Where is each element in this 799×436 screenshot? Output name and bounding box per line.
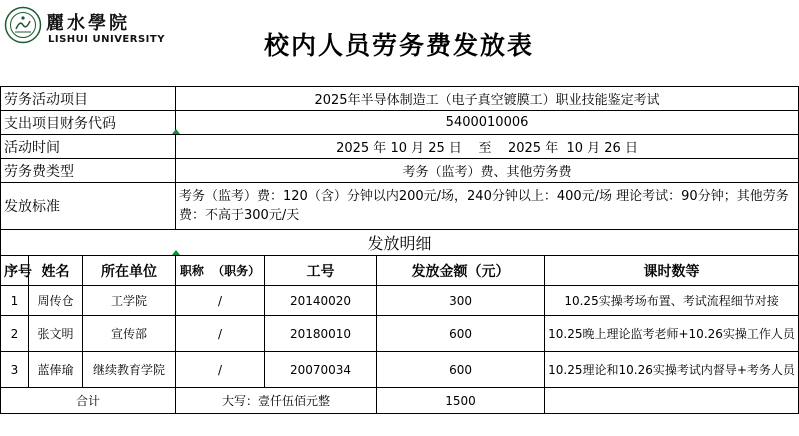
info-row-project (1, 87, 799, 111)
row-amount: 600 (377, 352, 545, 388)
university-name-cn: 麗水學院 (46, 13, 130, 34)
row-notes: 10.25理论和10.26实操考试内督导+考务人员 (545, 352, 799, 388)
section-title: 发放明细 (1, 230, 799, 256)
column-header: 姓名 (29, 256, 83, 286)
column-header: 发放金额（元） (377, 256, 545, 286)
info-row-activity-time (1, 135, 799, 159)
column-header: 课时数等 (545, 256, 799, 286)
row-title: / (176, 286, 265, 316)
info-label: 劳务费类型 (1, 159, 176, 183)
info-value: 考务（监考）费、其他劳务费 (176, 159, 799, 183)
row-name: 蓝俸瑜 (29, 352, 83, 388)
payment-sheet (0, 86, 799, 414)
row-number: 2 (1, 316, 29, 352)
row-number: 3 (1, 352, 29, 388)
row-notes: 10.25晚上理论监考老师+10.26实操工作人员 (545, 316, 799, 352)
row-title: / (176, 352, 265, 388)
row-number: 1 (1, 286, 29, 316)
document-title: 校内人员劳务费发放表 (263, 31, 534, 60)
row-notes: 10.25实操考场布置、考试流程细节对接 (545, 286, 799, 316)
column-header: 职称 （职务） (176, 256, 265, 286)
university-name-en: LISHUI UNIVERSITY (48, 34, 165, 45)
total-notes-cell (545, 388, 799, 414)
row-name: 周传仓 (29, 286, 83, 316)
row-amount: 300 (377, 286, 545, 316)
table-row (1, 352, 799, 388)
row-unit: 工学院 (83, 286, 176, 316)
section-row (1, 230, 799, 256)
table-header-row (1, 256, 799, 286)
table-row (1, 286, 799, 316)
row-amount: 600 (377, 316, 545, 352)
total-amount-words: 大写：壹仟伍佰元整 (176, 388, 377, 414)
row-employee-id: 20140020 (265, 286, 377, 316)
info-row-fee-type (1, 159, 799, 183)
row-name: 张文明 (29, 316, 83, 352)
info-row-standard (1, 183, 799, 230)
info-value: 5400010006 (176, 111, 799, 135)
info-label: 支出项目财务代码 (1, 111, 176, 135)
column-header: 序号 (1, 256, 29, 286)
table-row (1, 316, 799, 352)
info-label: 发放标准 (1, 183, 176, 230)
row-employee-id: 20070034 (265, 352, 377, 388)
document-header (0, 0, 798, 86)
info-label: 活动时间 (1, 135, 176, 159)
total-label: 合计 (1, 388, 176, 414)
info-value: 2025 年 10 月 25 日 至 2025 年 10 月 26 日 (176, 135, 799, 159)
column-header: 工号 (265, 256, 377, 286)
info-row-finance-code (1, 111, 799, 135)
row-employee-id: 20180010 (265, 316, 377, 352)
cell-comment-marker-icon (172, 129, 180, 134)
info-value: 2025年半导体制造工（电子真空镀膜工）职业技能鉴定考试 (176, 87, 799, 111)
row-unit: 继续教育学院 (83, 352, 176, 388)
row-title: / (176, 316, 265, 352)
cell-comment-marker-icon (172, 250, 180, 255)
total-row (1, 388, 799, 414)
info-value: 考务（监考）费：120（含）分钟以内200元/场，240分钟以上：400元/场 理论考试：90分钟；其他劳务费：不高于300元/天 (176, 183, 799, 230)
total-amount: 1500 (377, 388, 545, 414)
info-label: 劳务活动项目 (1, 87, 176, 111)
column-header: 所在单位 (83, 256, 176, 286)
university-logo (4, 6, 165, 50)
university-seal-icon (4, 6, 42, 44)
row-unit: 宣传部 (83, 316, 176, 352)
